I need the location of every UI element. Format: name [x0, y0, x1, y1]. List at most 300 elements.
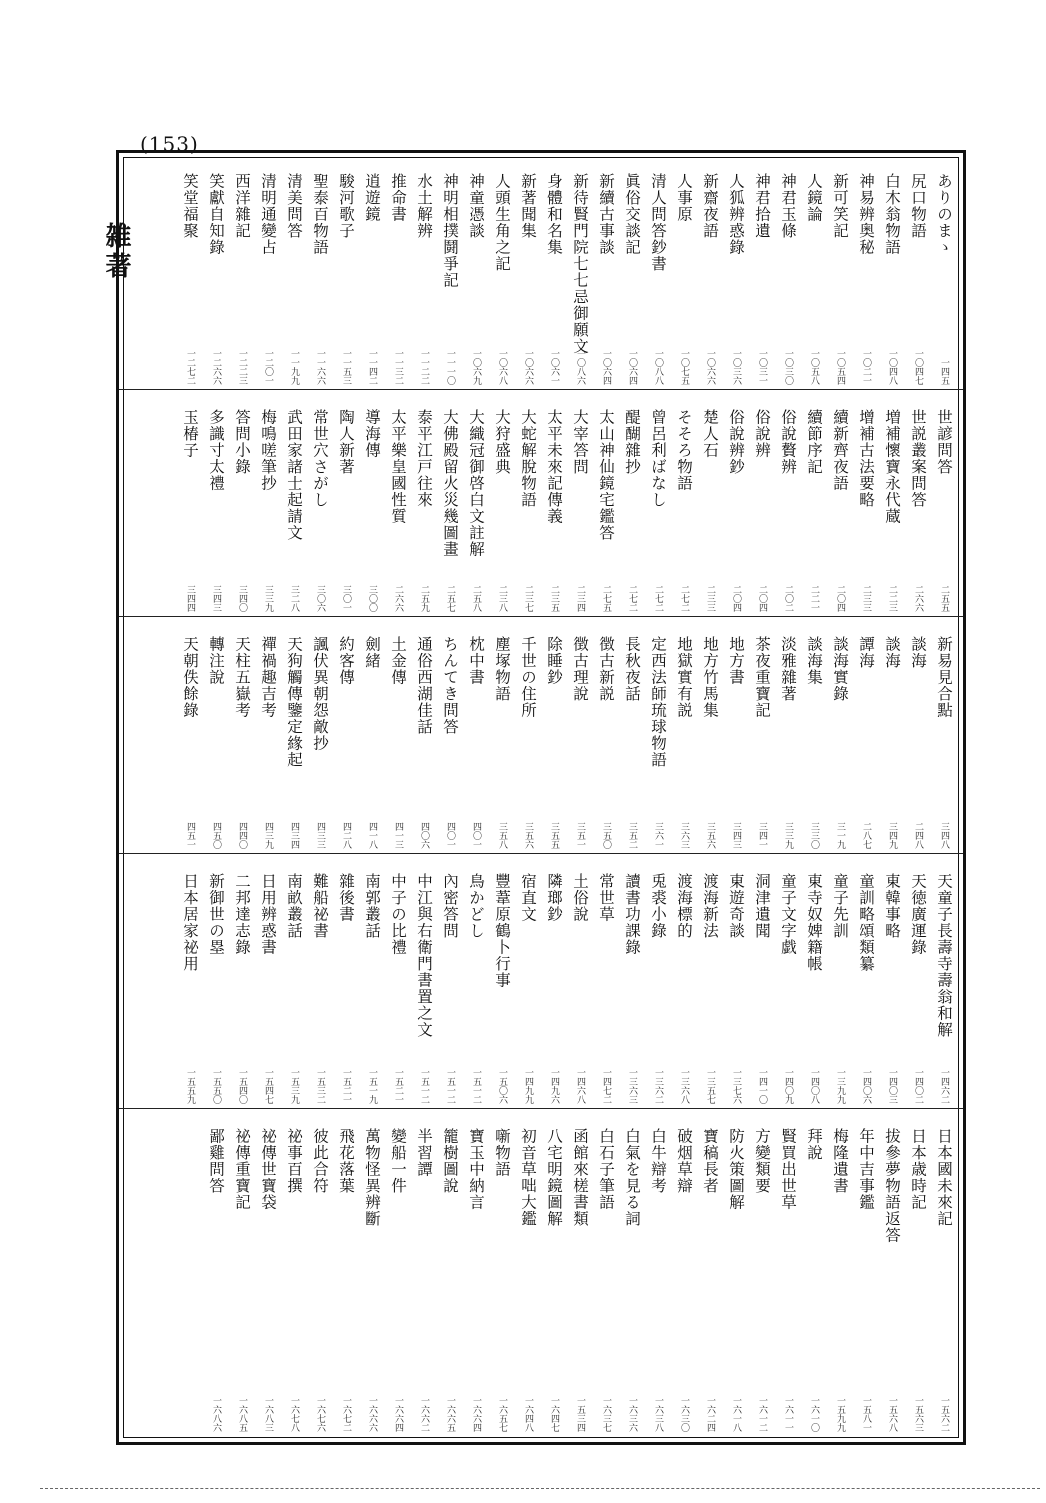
entry-page-number: 一五四七: [263, 1068, 273, 1104]
index-entry: [541, 395, 567, 618]
index-entry: [307, 159, 333, 391]
entry-title: 俗說辨: [753, 409, 771, 459]
entry-page-number: 一二〇一: [263, 349, 273, 385]
index-entry: [229, 859, 255, 1110]
entry-title: 人鏡論: [805, 173, 823, 223]
entry-page-number: 二〇四: [731, 585, 741, 612]
index-entry: [801, 395, 827, 618]
index-entry: [281, 622, 307, 855]
entry-title: 破烟草辯: [675, 1128, 693, 1194]
entry-title: 神童憑談: [467, 173, 485, 239]
entry-title: 世説叢案問答: [909, 409, 927, 508]
entry-page-number: 一〇六四: [601, 349, 611, 385]
index-column: [723, 157, 749, 1440]
index-entry: [697, 159, 723, 391]
index-entry: [567, 1114, 593, 1438]
index-column: [645, 157, 671, 1440]
entry-title: 醍醐雜抄: [623, 409, 641, 475]
entry-page-number: 一三六三: [627, 1068, 637, 1104]
index-entry: [775, 859, 801, 1110]
index-entry: [723, 159, 749, 391]
entry-page-number: 一四七二: [601, 1068, 611, 1104]
entry-page-number: 一〇六六: [523, 349, 533, 385]
entry-title: 大狩盛典: [493, 409, 511, 475]
index-column: [177, 157, 203, 1440]
entry-title: 祕事百撰: [285, 1128, 303, 1194]
entry-title: 續新齊夜語: [831, 409, 849, 492]
entry-title: 神君拾遺: [753, 173, 771, 239]
entry-title: 地方書: [727, 636, 745, 686]
entry-page-number: 一五一九: [367, 1068, 377, 1104]
entry-title: 曾呂利ばなし: [649, 409, 667, 508]
entry-title: 初音草咄大鑑: [519, 1128, 537, 1227]
index-entry: [203, 395, 229, 618]
entry-title: 渡海新法: [701, 873, 719, 939]
entry-page-number: 一一五三: [341, 349, 351, 385]
entry-title: 淡雅雜著: [779, 636, 797, 702]
entry-title: 萬物怪異辨斷: [363, 1128, 381, 1227]
index-column: [749, 157, 775, 1440]
index-column: [567, 157, 593, 1440]
index-entry: [541, 159, 567, 391]
entry-page-number: 一六一一: [783, 1396, 793, 1432]
index-entry: [437, 859, 463, 1110]
entry-title: 籠樹圖說: [441, 1128, 459, 1194]
index-entry: [411, 395, 437, 618]
entry-page-number: 四〇一: [445, 822, 455, 849]
index-entry: [385, 159, 411, 391]
entry-page-number: 一五六八: [887, 1396, 897, 1432]
entry-page-number: 一四一〇: [757, 1068, 767, 1104]
index-entry: [879, 395, 905, 618]
index-entry: [619, 859, 645, 1110]
entry-page-number: 三六一: [653, 822, 663, 849]
entry-page-number: 二三三: [705, 585, 715, 612]
index-column: [333, 157, 359, 1440]
index-entry: [645, 1114, 671, 1438]
entry-title: 地方竹馬集: [701, 636, 719, 719]
entry-page-number: 四一八: [367, 822, 377, 849]
entry-page-number: 四四〇: [237, 822, 247, 849]
index-entry: [853, 622, 879, 855]
entry-page-number: 一四六二: [939, 1068, 949, 1104]
entry-title: 白牛辯考: [649, 1128, 667, 1194]
entry-title: 難船祕書: [311, 873, 329, 939]
entry-page-number: 四〇一: [471, 822, 481, 849]
entry-page-number: 一五五〇: [211, 1068, 221, 1104]
entry-title: 宿直文: [519, 873, 537, 923]
entry-page-number: 一五九九: [835, 1396, 845, 1432]
entry-page-number: 一〇八六: [575, 349, 585, 385]
entry-page-number: 二三三: [861, 585, 871, 612]
entry-page-number: 四三九: [263, 822, 273, 849]
entry-page-number: 一三七六: [731, 1068, 741, 1104]
index-entry: [255, 859, 281, 1110]
entry-title: 大織冠御啓白文註解: [467, 409, 485, 558]
index-entry: [749, 159, 775, 391]
entry-title: 天柱五嶽考: [233, 636, 251, 719]
entry-page-number: 一六一八: [731, 1396, 741, 1432]
entry-page-number: 三三九: [783, 822, 793, 849]
index-entry: [905, 859, 931, 1110]
entry-page-number: 一四〇三: [887, 1068, 897, 1104]
entry-title: 人事原: [675, 173, 693, 223]
entry-page-number: 一〇四七: [913, 349, 923, 385]
entry-title: 人狐辨惑錄: [727, 173, 745, 256]
entry-title: 推命書: [389, 173, 407, 223]
index-entry: [177, 859, 203, 1110]
index-entry: [281, 1114, 307, 1438]
index-column: [255, 157, 281, 1440]
entry-title: 清人問答鈔書: [649, 173, 667, 272]
entry-page-number: 一五六二: [939, 1396, 949, 1432]
index-column: [879, 157, 905, 1440]
index-column: [801, 157, 827, 1440]
index-entry: [593, 622, 619, 855]
index-entry: [775, 395, 801, 618]
entry-page-number: 一〇六四: [627, 349, 637, 385]
index-column: [593, 157, 619, 1440]
entry-title: 日本歳時記: [909, 1128, 927, 1211]
entry-title: 天童子長壽寺壽翁和解: [935, 873, 953, 1038]
entry-title: 泰平江戸往來: [415, 409, 433, 508]
index-entry: [671, 1114, 697, 1438]
index-entry: [749, 1114, 775, 1438]
index-column: [437, 157, 463, 1440]
entry-title: 雜後書: [337, 873, 355, 923]
entry-page-number: 四三三: [315, 822, 325, 849]
entry-title: 天狗觸傳鑒定緣起: [285, 636, 303, 768]
entry-title: 神明相撲鬪爭記: [441, 173, 459, 289]
entry-page-number: 一五二一: [393, 1068, 403, 1104]
entry-title: 導海傳: [363, 409, 381, 459]
index-entry: [697, 1114, 723, 1438]
entry-page-number: 一五一二: [445, 1068, 455, 1104]
entry-title: 轉注說: [207, 636, 225, 686]
index-entry: [307, 859, 333, 1110]
index-entry: [931, 1114, 957, 1438]
index-entry: [411, 159, 437, 391]
index-entry: [671, 395, 697, 618]
entry-title: 定西法師琉球物語: [649, 636, 667, 768]
entry-title: 劍緒: [363, 636, 381, 669]
entry-title: 日用辨惑書: [259, 873, 277, 956]
index-entry: [463, 622, 489, 855]
entry-page-number: 一五二一: [341, 1068, 351, 1104]
entry-page-number: 一六六四: [471, 1396, 481, 1432]
index-entry: [593, 159, 619, 391]
entry-title: 方變類要: [753, 1128, 771, 1194]
entry-page-number: 三五二: [627, 822, 637, 849]
index-entry: [827, 859, 853, 1110]
entry-page-number: 四五一: [185, 822, 195, 849]
entry-title: 神君玉條: [779, 173, 797, 239]
entry-title: 渡海標的: [675, 873, 693, 939]
entry-title: 地獄實有説: [675, 636, 693, 719]
index-column: [697, 157, 723, 1440]
entry-title: 豐葦原鶴卜行事: [493, 873, 511, 989]
index-entry: [307, 1114, 333, 1438]
entry-page-number: 二五八: [471, 585, 481, 612]
entry-page-number: 一〇六九: [471, 349, 481, 385]
entry-title: 土金傳: [389, 636, 407, 686]
entry-page-number: 四二八: [341, 822, 351, 849]
entry-page-number: 三〇六: [315, 585, 325, 612]
entry-title: 塵塚物語: [493, 636, 511, 702]
entry-title: ありのまゝ: [935, 173, 953, 256]
entry-page-number: 二七二: [627, 585, 637, 612]
index-entry: [931, 859, 957, 1110]
entry-title: 禪禍趣吉考: [259, 636, 277, 719]
index-entry: [541, 1114, 567, 1438]
index-column: [541, 157, 567, 1440]
entry-page-number: 一〇三〇: [783, 349, 793, 385]
entry-page-number: 一六六五: [445, 1396, 455, 1432]
entry-title: 八宅明鏡圖解: [545, 1128, 563, 1227]
index-entry: [723, 859, 749, 1110]
entry-title: 清明通變占: [259, 173, 277, 256]
entry-page-number: 一六三六: [627, 1396, 637, 1432]
entry-title: 俗說贅辨: [779, 409, 797, 475]
index-entry: [333, 395, 359, 618]
index-entry: [697, 395, 723, 618]
entry-page-number: 一六七六: [315, 1396, 325, 1432]
index-entry: [281, 395, 307, 618]
entry-title: ちんてき問答: [441, 636, 459, 735]
entry-page-number: 三五〇: [601, 822, 611, 849]
entry-title: 逍遊鏡: [363, 173, 381, 223]
bottom-rule: [40, 1488, 1040, 1489]
index-entry: [879, 622, 905, 855]
entry-title: 梅鳴嗟筆抄: [259, 409, 277, 492]
entry-page-number: 二五五: [939, 585, 949, 612]
entry-title: 白氣を見る詞: [623, 1128, 641, 1227]
entry-title: 新御世の塁: [207, 873, 225, 956]
entry-title: 寶稿長者: [701, 1128, 719, 1194]
index-entry: [749, 859, 775, 1110]
index-entry: [515, 1114, 541, 1438]
index-column: [203, 157, 229, 1440]
entry-title: 新續古事談: [597, 173, 615, 256]
entry-page-number: 四三四: [289, 822, 299, 849]
entry-page-number: 一五六三: [913, 1396, 923, 1432]
index-column: [385, 157, 411, 1440]
index-entry: [385, 859, 411, 1110]
entry-page-number: 一一一〇: [445, 349, 455, 385]
entry-title: 諷伏異朝怨敵抄: [311, 636, 329, 752]
index-entry: [489, 159, 515, 391]
index-entry: [463, 395, 489, 618]
entry-page-number: 一六六二: [419, 1396, 429, 1432]
entry-page-number: 一六四七: [549, 1396, 559, 1432]
index-entry: [255, 395, 281, 618]
entry-page-number: 三四三: [731, 822, 741, 849]
entry-page-number: 三三〇: [809, 822, 819, 849]
index-entry: [827, 622, 853, 855]
entry-page-number: 三四四: [185, 585, 195, 612]
entry-title: 南郭叢話: [363, 873, 381, 939]
entry-title: 兎裘小錄: [649, 873, 667, 939]
index-entry: [905, 622, 931, 855]
index-entry: [281, 859, 307, 1110]
index-entry: [567, 159, 593, 391]
entry-page-number: 一〇三六: [731, 349, 741, 385]
entry-page-number: 二〇四: [757, 585, 767, 612]
entry-title: 陶人新著: [337, 409, 355, 475]
index-entry: [931, 159, 957, 391]
entry-page-number: 一六六四: [393, 1396, 403, 1432]
entry-title: 徴古新説: [597, 636, 615, 702]
entry-title: 年中吉事鑑: [857, 1128, 875, 1211]
entry-title: 日本居家祕用: [181, 873, 199, 972]
index-entry: [515, 859, 541, 1110]
entry-page-number: 三五六: [523, 822, 533, 849]
entry-page-number: 一六八六: [211, 1396, 221, 1432]
entry-page-number: 二二三: [887, 585, 897, 612]
index-entry: [567, 395, 593, 618]
index-entry: [203, 622, 229, 855]
entry-title: 茶夜重寶記: [753, 636, 771, 719]
entry-page-number: 一一九九: [289, 349, 299, 385]
entry-page-number: 一二二三: [237, 349, 247, 385]
entry-title: 新著聞集: [519, 173, 537, 239]
entry-page-number: 一六七八: [289, 1396, 299, 1432]
index-entry: [645, 395, 671, 618]
index-entry: [723, 395, 749, 618]
entry-title: 日本國未來記: [935, 1128, 953, 1227]
index-entry: [671, 622, 697, 855]
index-entry: [775, 159, 801, 391]
entry-page-number: 一六三八: [653, 1396, 663, 1432]
entry-title: 水土解辨: [415, 173, 433, 239]
entry-page-number: 一五八一: [861, 1396, 871, 1432]
entry-title: 笑獻自知錄: [207, 173, 225, 256]
entry-title: 大宰答問: [571, 409, 589, 475]
index-entry: [177, 159, 203, 391]
index-entry: [879, 159, 905, 391]
index-entry: [697, 859, 723, 1110]
index-entry: [177, 622, 203, 855]
entry-page-number: 一三五七: [705, 1068, 715, 1104]
entry-page-number: 一四〇六: [861, 1068, 871, 1104]
index-entry: [905, 159, 931, 391]
entry-title: 太山神仙鏡宅鑑答: [597, 409, 615, 541]
entry-page-number: 一三六二: [653, 1068, 663, 1104]
index-entry: [489, 859, 515, 1110]
entry-title: 新待賢門院七七忌御願文: [571, 173, 589, 355]
index-entry: [385, 622, 411, 855]
entry-title: 駿河歌子: [337, 173, 355, 239]
index-column: [931, 157, 957, 1440]
index-entry: [619, 622, 645, 855]
entry-title: 千世の住所: [519, 636, 537, 719]
index-column: [229, 157, 255, 1440]
index-entry: [385, 395, 411, 618]
entry-title: 通俗西湖佳話: [415, 636, 433, 735]
entry-page-number: 一四〇八: [809, 1068, 819, 1104]
entry-page-number: 二八七: [861, 822, 871, 849]
index-entry: [255, 159, 281, 391]
entry-page-number: 二三七: [523, 585, 533, 612]
entry-title: 中江與右衛門書置之文: [415, 873, 433, 1038]
entry-page-number: 一〇四八: [887, 349, 897, 385]
index-entry: [723, 1114, 749, 1438]
entry-page-number: 一五三九: [289, 1068, 299, 1104]
index-column: [619, 157, 645, 1440]
entry-title: 變船一件: [389, 1128, 407, 1194]
index-entry: [541, 859, 567, 1110]
index-entry: [255, 622, 281, 855]
entry-page-number: 一一六六: [315, 349, 325, 385]
entry-title: 飛花落葉: [337, 1128, 355, 1194]
entry-page-number: 一五一二: [419, 1068, 429, 1104]
entry-page-number: 一三六八: [679, 1068, 689, 1104]
index-entry: [359, 859, 385, 1110]
index-entry: [333, 1114, 359, 1438]
index-entry: [879, 1114, 905, 1438]
index-entry: [437, 159, 463, 391]
entry-page-number: 一五三四: [575, 1396, 585, 1432]
entry-title: 洞津遺聞: [753, 873, 771, 939]
entry-title: 祕傳世寶袋: [259, 1128, 277, 1211]
entry-page-number: 三六三: [679, 822, 689, 849]
index-columns: [123, 157, 957, 1438]
index-entry: [801, 622, 827, 855]
index-entry: [671, 859, 697, 1110]
index-entry: [853, 159, 879, 391]
entry-page-number: 一〇六一: [549, 349, 559, 385]
entry-page-number: 一三九九: [835, 1068, 845, 1104]
index-entry: [905, 395, 931, 618]
entry-title: 童訓略頌類纂: [857, 873, 875, 972]
entry-page-number: 二二一: [809, 585, 819, 612]
entry-page-number: 一四五: [939, 358, 949, 385]
entry-title: 答問小錄: [233, 409, 251, 475]
index-entry: [801, 159, 827, 391]
entry-title: 童子文字戯: [779, 873, 797, 956]
index-entry: [931, 622, 957, 855]
entry-title: 大佛殿留火災幾圖畫: [441, 409, 459, 558]
entry-page-number: 一六四八: [523, 1396, 533, 1432]
index-entry: [203, 1114, 229, 1438]
index-entry: [229, 159, 255, 391]
entry-page-number: 一一二二: [419, 349, 429, 385]
entry-page-number: 一〇六八: [497, 349, 507, 385]
index-entry: [463, 1114, 489, 1438]
index-entry: [307, 622, 333, 855]
entry-title: 楚人石: [701, 409, 719, 459]
entry-title: 談海集: [805, 636, 823, 686]
entry-page-number: 一六三〇: [679, 1396, 689, 1432]
entry-title: 除睡鈔: [545, 636, 563, 686]
index-entry: [229, 1114, 255, 1438]
index-entry: [645, 622, 671, 855]
entry-title: 隣瑯鈔: [545, 873, 563, 923]
index-entry: [619, 395, 645, 618]
index-column: [307, 157, 333, 1440]
index-entry: [567, 859, 593, 1110]
index-entry: [619, 159, 645, 391]
entry-title: 太平未來記傳義: [545, 409, 563, 525]
entry-page-number: 一四九六: [549, 1068, 559, 1104]
entry-title: 枕中書: [467, 636, 485, 686]
index-entry: [489, 622, 515, 855]
entry-page-number: 一六八五: [237, 1396, 247, 1432]
entry-page-number: 四五〇: [211, 822, 221, 849]
index-entry: [749, 395, 775, 618]
entry-title: 世諺問答: [935, 409, 953, 475]
entry-page-number: 四一三: [393, 822, 403, 849]
